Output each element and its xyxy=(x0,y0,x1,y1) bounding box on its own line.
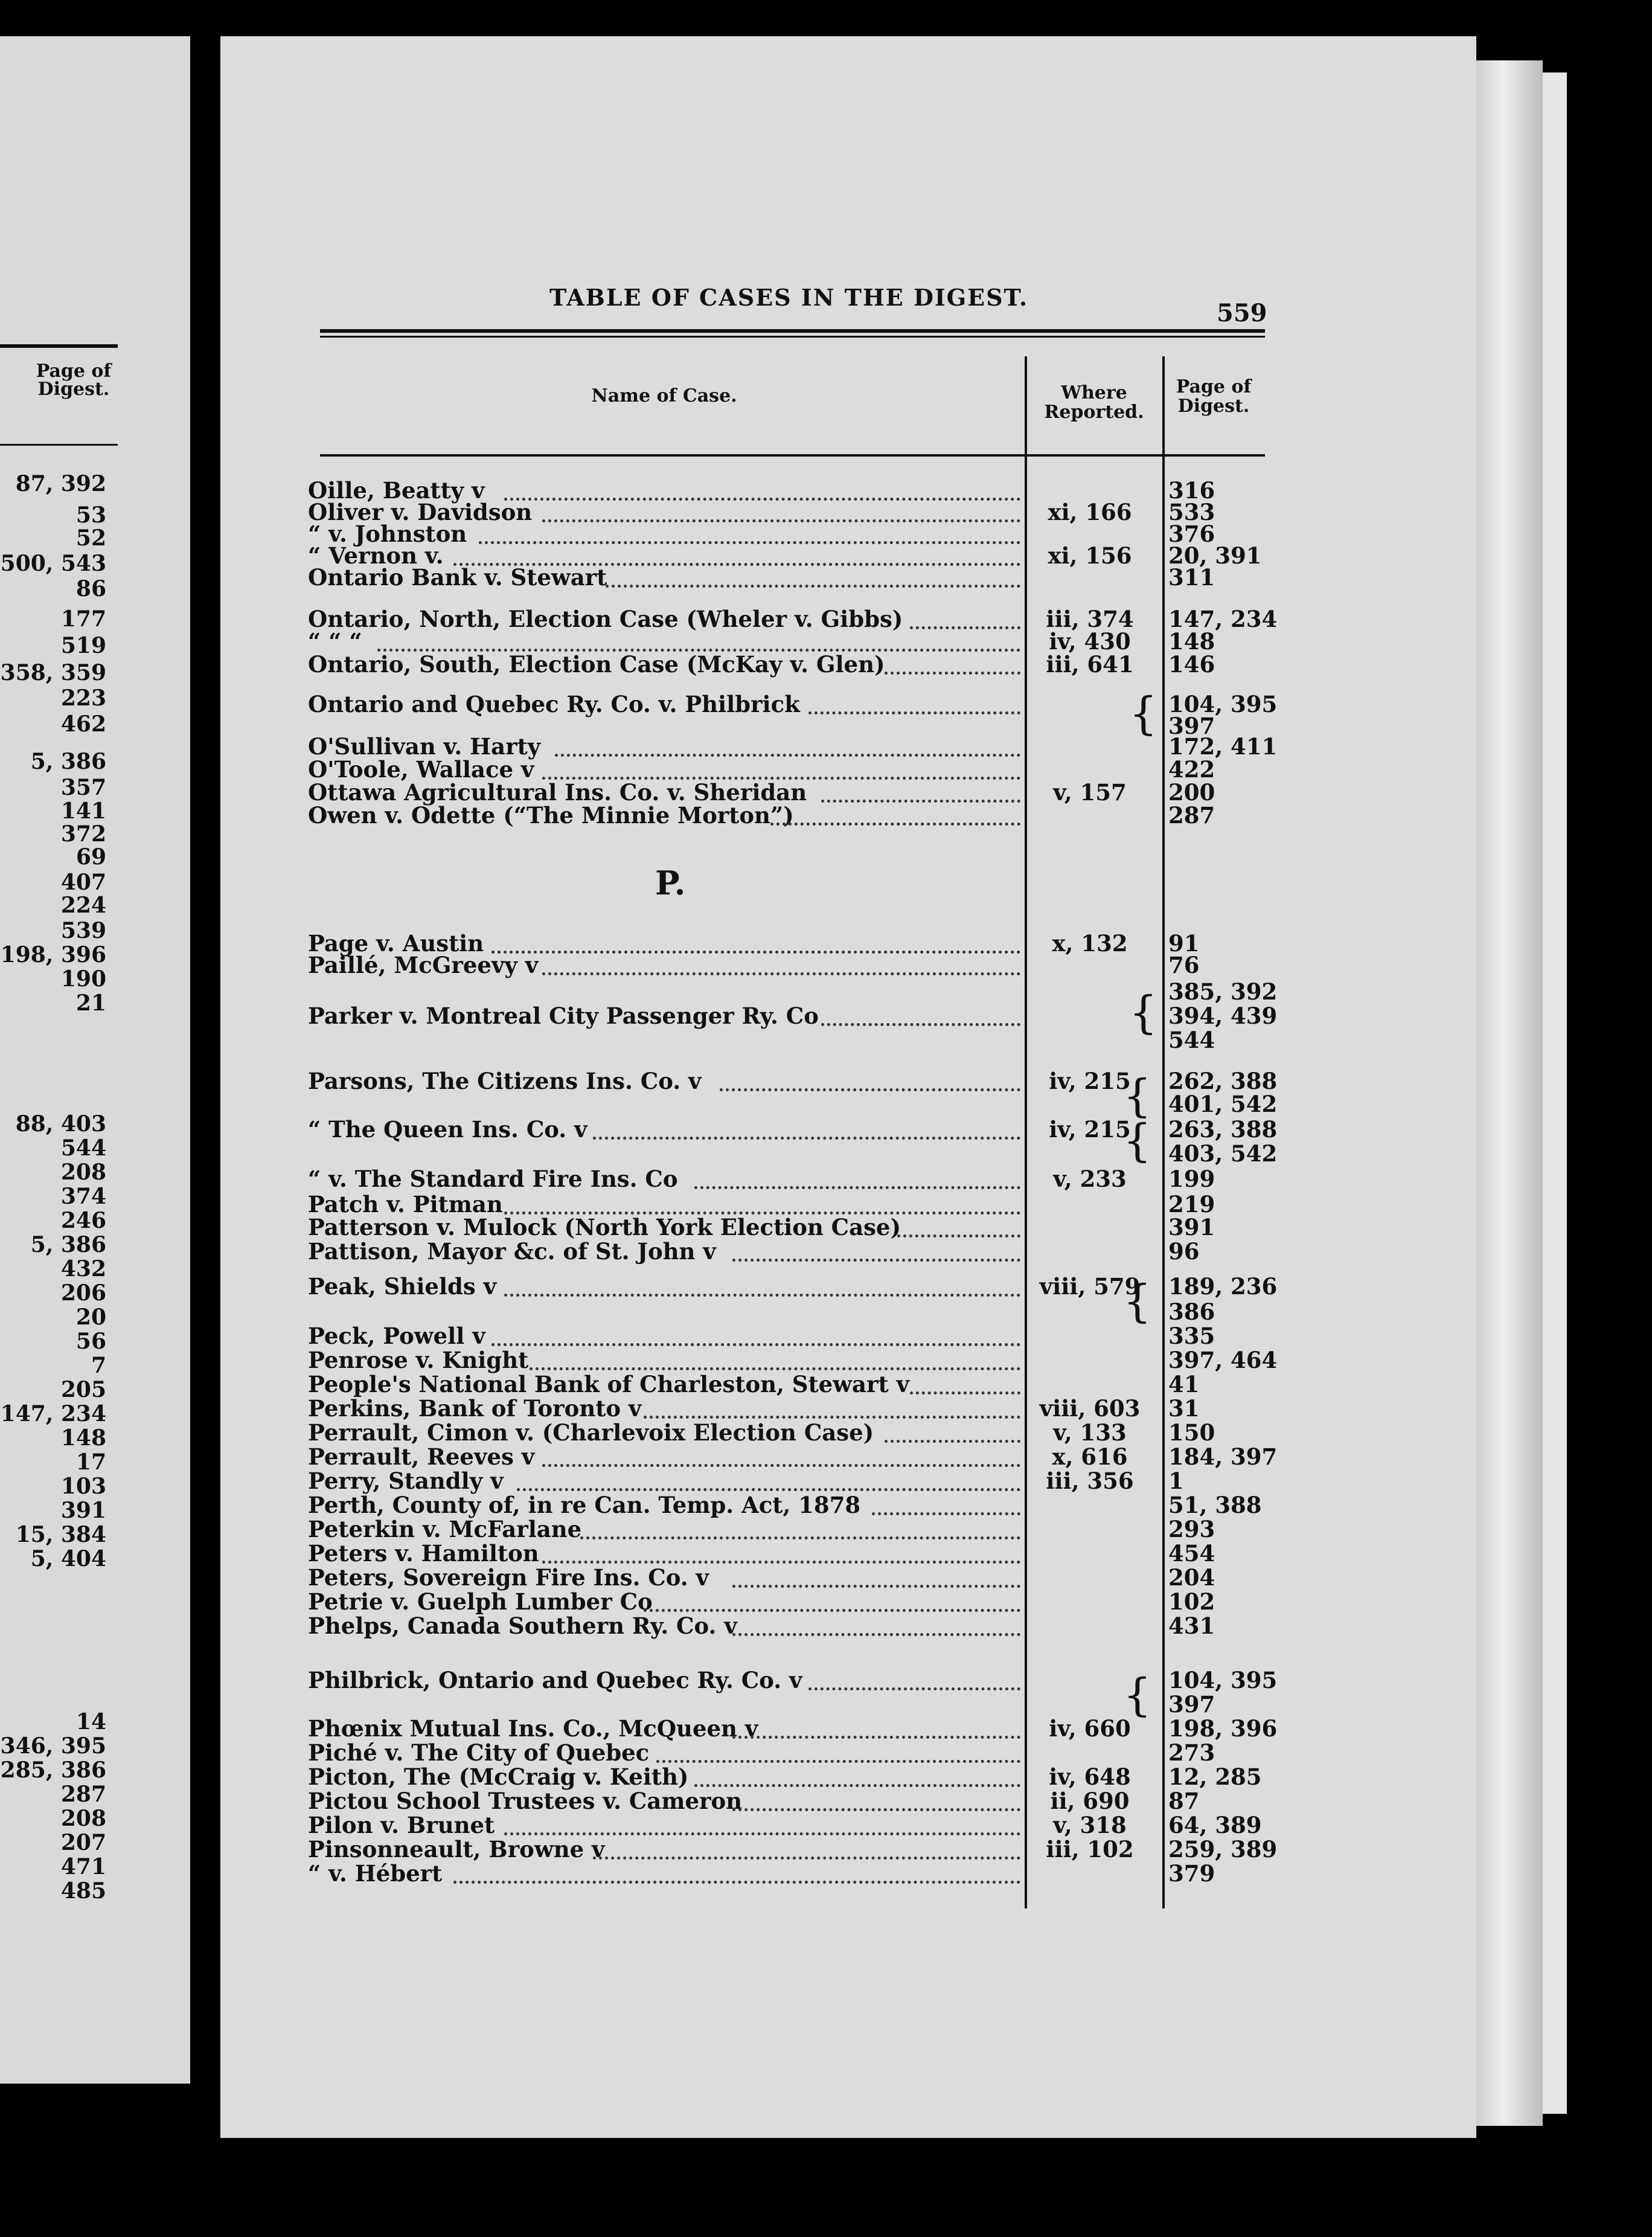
case-name: Perkins, Bank of Toronto v xyxy=(308,1395,642,1422)
left-page-value: 374 xyxy=(60,1184,106,1209)
left-page-value: 86 xyxy=(75,576,106,602)
left-page-value: 15, 384 xyxy=(15,1522,106,1547)
brace-icon: { xyxy=(1123,1669,1152,1721)
left-page-value: 485 xyxy=(60,1878,106,1904)
where-reported: iii, 356 xyxy=(1046,1468,1134,1494)
case-name: Oliver v. Davidson xyxy=(308,499,533,525)
where-reported: v, 133 xyxy=(1053,1419,1127,1446)
leader-dots xyxy=(732,1633,1020,1636)
where-reported: ii, 690 xyxy=(1050,1788,1130,1814)
left-page-value: 285, 386 xyxy=(0,1757,106,1783)
left-page-value: 7 xyxy=(91,1353,106,1378)
where-reported: v, 157 xyxy=(1053,779,1127,806)
case-name: Phelps, Canada Southern Ry. Co. v xyxy=(308,1613,737,1639)
leader-dots xyxy=(732,1808,1020,1811)
leader-dots xyxy=(606,585,1020,588)
page-of-digest: 262, 388 xyxy=(1168,1068,1278,1094)
case-name: Petrie v. Guelph Lumber Co xyxy=(308,1588,653,1615)
leader-dots xyxy=(504,1832,1020,1835)
left-page-value: 287 xyxy=(60,1782,106,1807)
left-page-value: 407 xyxy=(60,870,106,895)
where-reported: iv, 430 xyxy=(1049,628,1131,655)
left-page-value: 519 xyxy=(60,633,106,658)
left-page-value: 246 xyxy=(60,1208,106,1233)
page-of-digest: 401, 542 xyxy=(1168,1091,1278,1117)
left-page-value: 391 xyxy=(60,1498,106,1523)
leader-dots xyxy=(808,1687,1020,1690)
page-of-digest: 104, 395 xyxy=(1168,691,1278,717)
where-reported: xi, 166 xyxy=(1048,499,1132,525)
where-reported: iv, 660 xyxy=(1049,1715,1131,1742)
brace-icon: { xyxy=(1123,1115,1152,1167)
header-where-reported: Where Reported. xyxy=(1044,382,1144,423)
col-divider-page xyxy=(1162,356,1165,1908)
left-page-value: 206 xyxy=(60,1280,106,1306)
left-rule-mid xyxy=(0,444,118,446)
leader-dots xyxy=(542,519,1020,522)
case-name: Phœnix Mutual Ins. Co., McQueen v xyxy=(308,1715,758,1742)
leader-dots xyxy=(593,1137,1020,1140)
running-title: TABLE OF CASES IN THE DIGEST. xyxy=(549,284,1029,311)
where-reported: iii, 102 xyxy=(1046,1836,1134,1863)
leader-dots xyxy=(542,1464,1020,1467)
page-of-digest: 150 xyxy=(1168,1419,1215,1446)
case-name: “ v. Hébert xyxy=(308,1860,443,1887)
left-page-value: 141 xyxy=(60,798,106,824)
where-reported: x, 132 xyxy=(1052,930,1128,957)
left-page-value: 500, 543 xyxy=(0,551,106,576)
leader-dots xyxy=(821,800,1020,803)
left-page-value: 223 xyxy=(60,685,106,711)
page-of-digest: 87 xyxy=(1168,1788,1200,1814)
case-name: Pinsonneault, Browne v xyxy=(308,1836,605,1863)
page-of-digest: 397 xyxy=(1168,1691,1215,1718)
case-name: Page v. Austin xyxy=(308,930,484,957)
left-page-value: 208 xyxy=(60,1806,106,1831)
left-page-value: 5, 386 xyxy=(30,1232,106,1257)
case-name: Peters v. Hamilton xyxy=(308,1540,539,1567)
case-name: Peterkin v. McFarlane xyxy=(308,1516,582,1542)
left-page-value: 208 xyxy=(60,1160,106,1185)
brace-icon: { xyxy=(1129,987,1158,1039)
left-page-value: 544 xyxy=(60,1135,106,1161)
left-page-value: 21 xyxy=(75,990,106,1016)
leader-dots xyxy=(720,1088,1020,1091)
leader-dots xyxy=(479,541,1020,544)
case-name: Ottawa Agricultural Ins. Co. v. Sheridan xyxy=(308,779,807,806)
leader-dots xyxy=(504,1294,1020,1297)
leader-dots xyxy=(644,1609,1020,1612)
page-of-digest: 394, 439 xyxy=(1168,1003,1278,1029)
leader-dots xyxy=(770,823,1020,826)
case-name: Parker v. Montreal City Passenger Ry. Co xyxy=(308,1003,819,1029)
left-page-value: 5, 386 xyxy=(30,749,106,774)
case-name: Pictou School Trustees v. Cameron xyxy=(308,1788,743,1814)
leader-dots xyxy=(580,1536,1020,1539)
where-reported: iii, 374 xyxy=(1046,606,1134,632)
case-name: “ v. Johnston xyxy=(308,521,467,547)
leader-dots xyxy=(656,1760,1020,1763)
left-page-value: 539 xyxy=(60,918,106,943)
where-reported: iv, 215 xyxy=(1049,1116,1131,1143)
where-reported: iv, 215 xyxy=(1049,1068,1131,1094)
left-page-value: 88, 403 xyxy=(15,1111,106,1137)
page-of-digest: 96 xyxy=(1168,1238,1200,1265)
page-of-digest: 200 xyxy=(1168,779,1215,806)
page-of-digest: 198, 396 xyxy=(1168,1715,1278,1742)
leader-dots xyxy=(530,1367,1020,1370)
left-page-value: 207 xyxy=(60,1830,106,1855)
page-of-digest: 259, 389 xyxy=(1168,1836,1278,1863)
case-name: O'Sullivan v. Harty xyxy=(308,733,541,760)
left-page-value: 224 xyxy=(60,893,106,918)
left-page-value: 14 xyxy=(75,1709,106,1735)
case-name: “ “ “ xyxy=(308,628,362,655)
top-rule xyxy=(320,329,1265,333)
left-page-value: 432 xyxy=(60,1256,106,1282)
leader-dots xyxy=(644,1416,1020,1419)
leader-dots xyxy=(504,498,1020,501)
left-column-header: Page of Digest. xyxy=(36,361,112,400)
leader-dots xyxy=(491,1343,1020,1346)
page-of-digest: 316 xyxy=(1168,477,1215,504)
case-name: Picton, The (McCraig v. Keith) xyxy=(308,1764,689,1790)
left-page-value: 148 xyxy=(60,1425,106,1451)
page-of-digest: 76 xyxy=(1168,952,1200,978)
leader-dots xyxy=(821,1023,1020,1026)
leader-dots xyxy=(694,1784,1020,1787)
case-name: Piché v. The City of Quebec xyxy=(308,1739,650,1766)
page-of-digest: 219 xyxy=(1168,1191,1215,1218)
header-page-of-digest: Page of Digest. xyxy=(1176,376,1252,417)
case-name: People's National Bank of Charleston, Stewart v xyxy=(308,1371,909,1398)
page-of-digest: 422 xyxy=(1168,756,1215,783)
leader-dots xyxy=(885,672,1020,675)
case-name: Peters, Sovereign Fire Ins. Co. v xyxy=(308,1564,709,1591)
page-of-digest: 31 xyxy=(1168,1395,1200,1422)
page-of-digest: 544 xyxy=(1168,1027,1215,1053)
leader-dots xyxy=(732,1259,1020,1262)
where-reported: iii, 641 xyxy=(1046,651,1134,678)
case-name: Ontario, South, Election Case (McKay v. Glen) xyxy=(308,651,885,678)
leader-dots xyxy=(910,1391,1020,1395)
page-of-digest: 91 xyxy=(1168,930,1200,957)
where-reported: v, 233 xyxy=(1053,1166,1127,1192)
left-page-value: 198, 396 xyxy=(0,942,106,968)
case-name: Perrault, Cimon v. (Charlevoix Election Case) xyxy=(308,1419,874,1446)
left-rule-top xyxy=(0,344,118,348)
case-name: Perrault, Reeves v xyxy=(308,1443,535,1470)
header-name-of-case: Name of Case. xyxy=(591,385,737,406)
page-of-digest: 431 xyxy=(1168,1613,1215,1639)
page-of-digest: 147, 234 xyxy=(1168,606,1278,632)
leader-dots xyxy=(732,1736,1020,1739)
case-name: “ The Queen Ins. Co. v xyxy=(308,1116,587,1143)
left-page-value: 147, 234 xyxy=(0,1401,106,1427)
brace-icon: { xyxy=(1123,1070,1152,1122)
leader-dots xyxy=(542,972,1020,975)
header-rule xyxy=(320,454,1265,457)
left-page-value: 56 xyxy=(75,1329,106,1354)
case-name: Peck, Powell v xyxy=(308,1323,485,1349)
left-page-value: 103 xyxy=(60,1474,106,1499)
left-page-value: 462 xyxy=(60,711,106,737)
leader-dots xyxy=(491,951,1020,954)
case-name: Paillé, McGreevy v xyxy=(308,952,539,978)
page-of-digest: 41 xyxy=(1168,1371,1200,1398)
brace-icon: { xyxy=(1123,1276,1152,1327)
where-reported: viii, 579 xyxy=(1039,1273,1141,1300)
page-of-digest: 379 xyxy=(1168,1860,1215,1887)
page-of-digest: 397, 464 xyxy=(1168,1347,1278,1373)
where-reported: v, 318 xyxy=(1053,1812,1127,1838)
left-page-value: 53 xyxy=(75,502,106,528)
left-page-value: 5, 404 xyxy=(30,1546,106,1571)
page-of-digest: 391 xyxy=(1168,1214,1215,1240)
leader-dots xyxy=(542,1561,1020,1564)
page-of-digest: 397 xyxy=(1168,713,1215,739)
left-page-value: 357 xyxy=(60,775,106,800)
left-page-value: 471 xyxy=(60,1854,106,1879)
page-of-digest: 199 xyxy=(1168,1166,1215,1192)
left-page-value: 20 xyxy=(75,1305,106,1330)
case-name: Patch v. Pitman xyxy=(308,1191,503,1218)
case-name: Oille, Beatty v xyxy=(308,477,485,504)
left-page-value: 205 xyxy=(60,1377,106,1402)
leader-dots xyxy=(808,711,1020,714)
case-name: Philbrick, Ontario and Quebec Ry. Co. v xyxy=(308,1667,802,1693)
page-of-digest: 454 xyxy=(1168,1540,1215,1567)
case-name: Ontario Bank v. Stewart xyxy=(308,564,607,591)
case-name: O'Toole, Wallace v xyxy=(308,756,534,783)
case-name: Ontario, North, Election Case (Wheler v. Gibbs) xyxy=(308,606,903,632)
case-name: Parsons, The Citizens Ins. Co. v xyxy=(308,1068,702,1094)
page-of-digest: 189, 236 xyxy=(1168,1273,1278,1300)
page-of-digest: 386 xyxy=(1168,1298,1215,1325)
leader-dots xyxy=(910,626,1020,629)
left-page-value: 177 xyxy=(60,606,106,632)
case-name: “ Vernon v. xyxy=(308,542,444,569)
page-of-digest: 12, 285 xyxy=(1168,1764,1262,1790)
leader-dots xyxy=(517,1488,1020,1491)
page-of-digest: 148 xyxy=(1168,628,1215,655)
top-rule-thin xyxy=(320,336,1265,338)
page-edge xyxy=(1476,60,1543,2126)
leader-dots xyxy=(885,1440,1020,1443)
page-of-digest: 376 xyxy=(1168,521,1215,547)
case-name: Ontario and Quebec Ry. Co. v. Philbrick xyxy=(308,691,800,717)
brace-icon: { xyxy=(1129,688,1158,740)
case-name: Pilon v. Brunet xyxy=(308,1812,495,1838)
page-of-digest: 64, 389 xyxy=(1168,1812,1262,1838)
page-of-digest: 403, 542 xyxy=(1168,1140,1278,1167)
where-reported: viii, 603 xyxy=(1039,1395,1141,1422)
leader-dots xyxy=(897,1234,1020,1237)
leader-dots xyxy=(453,1881,1020,1884)
left-page-value: 52 xyxy=(75,525,106,551)
page-of-digest: 184, 397 xyxy=(1168,1443,1278,1470)
page-of-digest: 385, 392 xyxy=(1168,978,1278,1005)
page-of-digest: 287 xyxy=(1168,802,1215,829)
section-letter: P. xyxy=(655,864,686,902)
where-reported: x, 616 xyxy=(1052,1443,1128,1470)
case-name: Patterson v. Mulock (North York Election Case) xyxy=(308,1214,901,1240)
leader-dots xyxy=(694,1186,1020,1189)
page-of-digest: 104, 395 xyxy=(1168,1667,1278,1693)
case-name: Perry, Standly v xyxy=(308,1468,504,1494)
page-of-digest: 533 xyxy=(1168,499,1215,525)
leader-dots xyxy=(593,1857,1020,1860)
page-number: 559 xyxy=(1217,299,1267,327)
left-page-value: 87, 392 xyxy=(15,471,106,496)
page-of-digest: 51, 388 xyxy=(1168,1492,1262,1518)
case-name: Pattison, Mayor &c. of St. John v xyxy=(308,1238,716,1265)
page-edge-inner xyxy=(1543,72,1567,2114)
page-of-digest: 102 xyxy=(1168,1588,1215,1615)
left-page-value: 17 xyxy=(75,1449,106,1475)
left-page-value: 190 xyxy=(60,966,106,992)
page-of-digest: 263, 388 xyxy=(1168,1116,1278,1143)
case-name: Owen v. Odette (“The Minnie Morton”) xyxy=(308,802,794,829)
case-name: Peak, Shields v xyxy=(308,1273,497,1300)
page-of-digest: 146 xyxy=(1168,651,1215,678)
page-of-digest: 293 xyxy=(1168,1516,1215,1542)
where-reported: iv, 648 xyxy=(1049,1764,1131,1790)
leader-dots xyxy=(555,754,1020,757)
where-reported: xi, 156 xyxy=(1048,542,1132,569)
page-of-digest: 172, 411 xyxy=(1168,733,1278,760)
left-page-value: 346, 395 xyxy=(0,1733,106,1759)
page-of-digest: 20, 391 xyxy=(1168,542,1262,569)
case-name: “ v. The Standard Fire Ins. Co xyxy=(308,1166,678,1192)
page-of-digest: 1 xyxy=(1168,1468,1184,1494)
case-name: Perth, County of, in re Can. Temp. Act, 1878 xyxy=(308,1492,861,1518)
page-of-digest: 311 xyxy=(1168,564,1215,591)
case-name: Penrose v. Knight xyxy=(308,1347,529,1373)
left-page-value: 358, 359 xyxy=(0,660,106,685)
page-of-digest: 204 xyxy=(1168,1564,1215,1591)
page-of-digest: 335 xyxy=(1168,1323,1215,1349)
page-of-digest: 273 xyxy=(1168,1739,1215,1766)
left-page-value: 69 xyxy=(75,844,106,870)
leader-dots xyxy=(732,1585,1020,1588)
leader-dots xyxy=(872,1512,1020,1515)
left-page-value: 372 xyxy=(60,821,106,847)
